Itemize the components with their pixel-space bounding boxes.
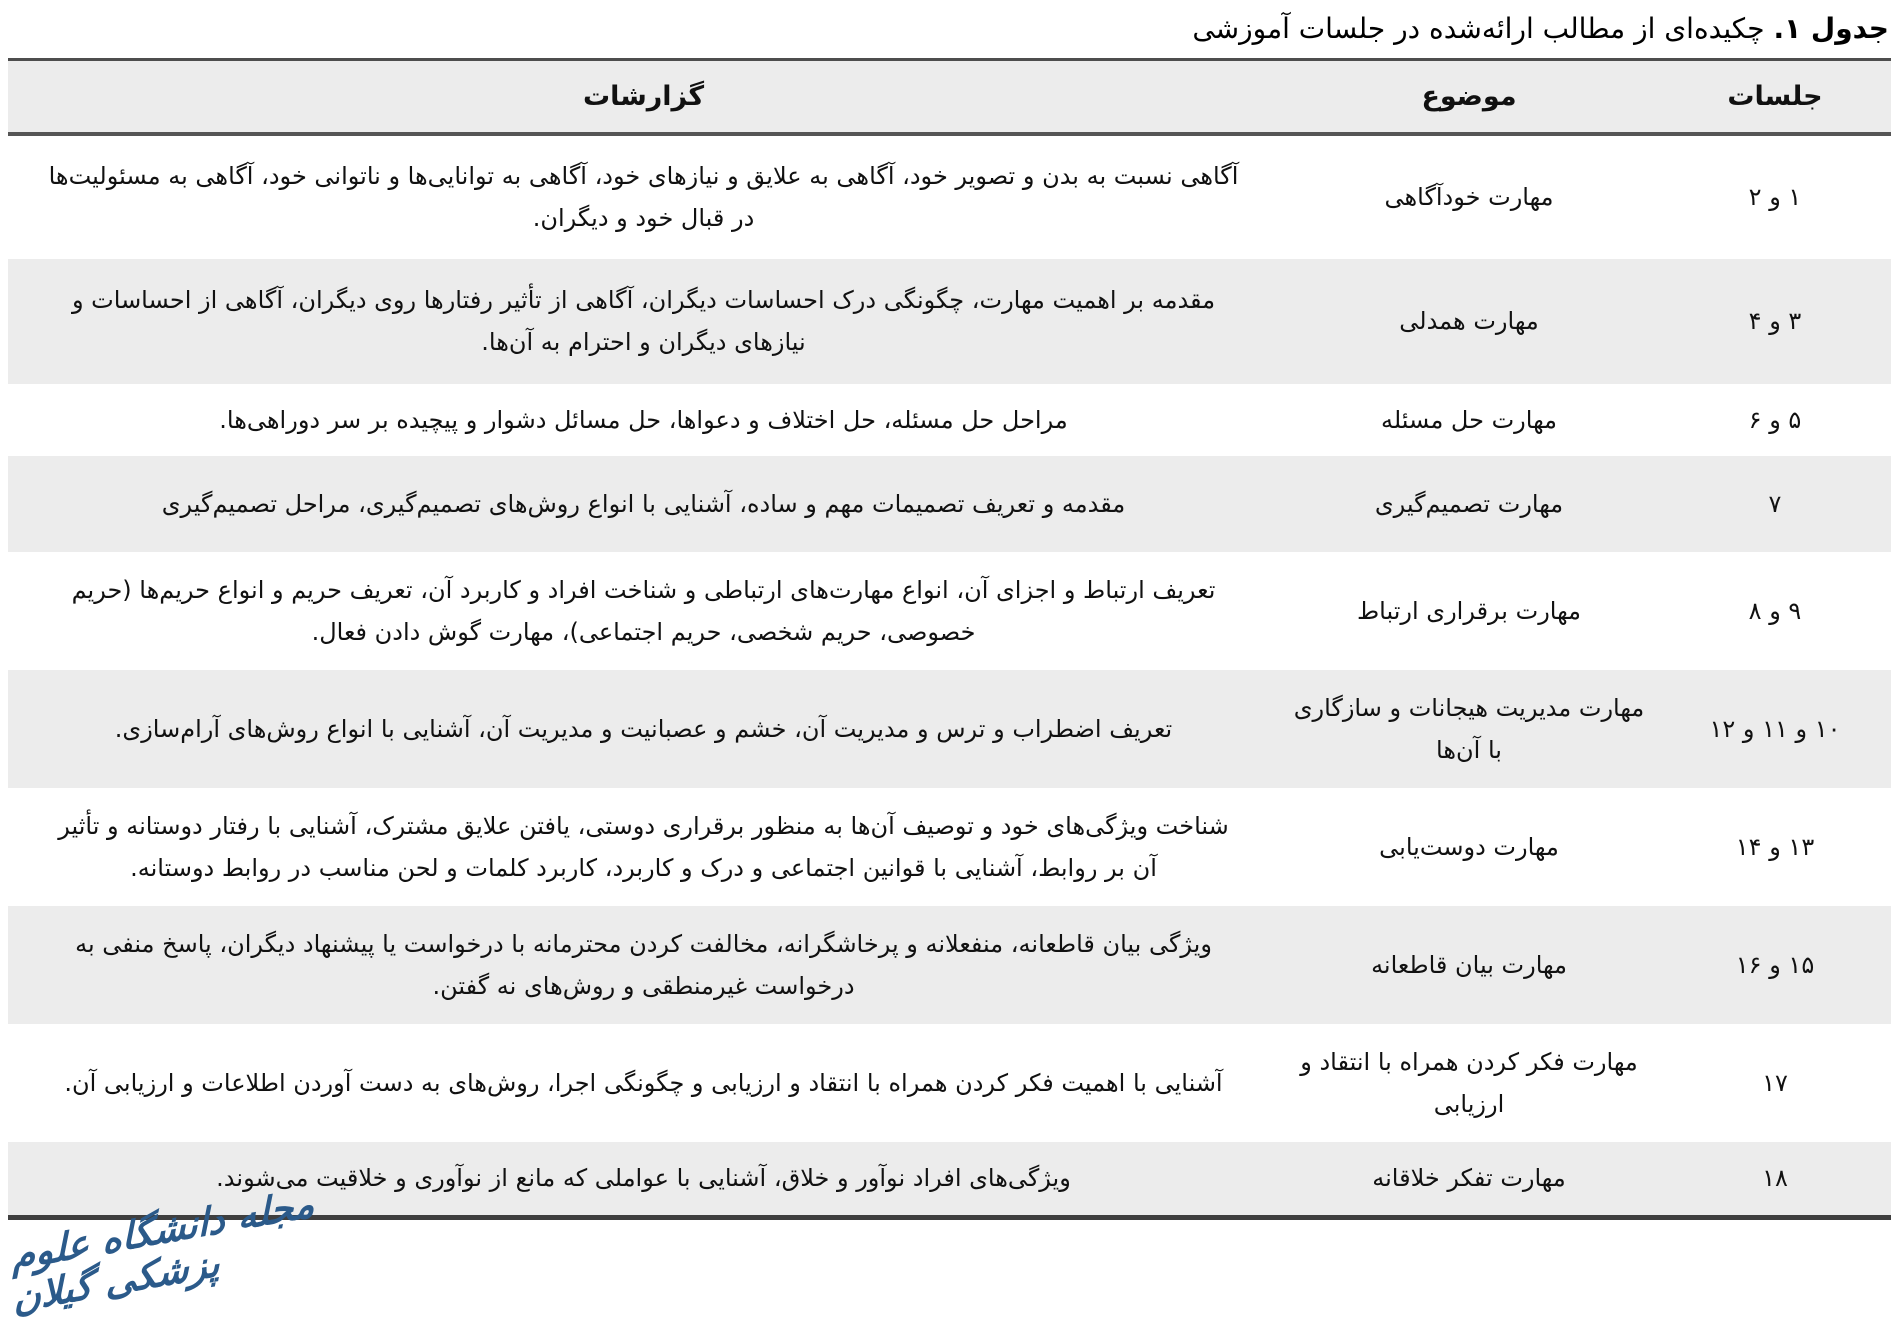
table-row [8,788,1891,906]
journal-logo-signature: مجله دانشگاه علوم پزشکی گیلان [10,1181,316,1322]
report-cell: ویژگی بیان قاطعانه، منفعلانه و پرخاشگرانه، مخالفت کردن محترمانه با درخواست یا پیشنهاد دیگران، پاسخ منفی به درخواست غیرمنطقی و روش‌های نه گفتن. [75,929,1212,1000]
sessions-cell: ۱۸ [1762,1164,1788,1193]
topic-cell: مهارت بیان قاطعانه [1371,950,1567,979]
table-row [8,670,1891,788]
table-row [8,906,1891,1024]
report-cell: تعریف اضطراب و ترس و مدیریت آن، خشم و عصبانیت و مدیریت آن، آشنایی با انواع روش‌های آرام‌سازی. [114,714,1173,743]
sessions-cell: ۵ و ۶ [1748,405,1802,434]
topic-cell: مهارت تصمیم‌گیری [1374,489,1564,518]
topic-cell: مهارت همدلی [1399,307,1539,335]
table-body [8,134,1891,1218]
header-topic: موضوع [1279,60,1659,134]
report-cell: ویژگی‌های افراد نوآور و خلاق، آشنایی با عواملی که مانع از نوآوری و خلاقیت می‌شوند. [216,1164,1071,1193]
table-caption [10,8,1889,50]
table-header [8,60,1891,134]
sessions-cell: ۹ و ۸ [1748,596,1802,625]
table-number: جدول ۱. [1773,12,1889,45]
topic-cell: مهارت تفکر خلاقانه [1372,1164,1566,1193]
sessions-cell: ۳ و ۴ [1748,307,1802,335]
topic-cell: مهارت حل مسئله [1380,405,1557,434]
report-cell: مقدمه بر اهمیت مهارت، چگونگی درک احساسات دیگران، آگاهی از تأثیر رفتارها روی دیگران، آگاهی از احساسات و نیازهای دیگران و احترام به آن‌ها. [71,286,1216,356]
sessions-cell: ۷ [1768,489,1782,518]
report-cell: شناخت ویژگی‌های خود و توصیف آن‌ها به منظور برقراری دوستی، یافتن علایق مشترک، آشنایی با رفتار دوستانه و تأثیر آن بر روابط، آشنایی با قوانین اجتماعی و درک و کاربرد، کاربرد کلمات و لحن مناسب در روابط دوستانه. [58,811,1229,882]
sessions-cell: ۱۷ [1762,1068,1788,1097]
sessions-cell: ۱ و ۲ [1748,183,1802,211]
table-row [8,259,1891,384]
table-row [8,552,1891,670]
sessions-cell: ۱۵ و ۱۶ [1735,950,1815,979]
report-cell: آشنایی با اهمیت فکر کردن همراه با انتقاد و ارزیابی و چگونگی اجرا، روش‌های به دست آوردن اطلاعات و ارزیابی آن. [64,1068,1223,1097]
report-cell: مراحل حل مسئله، حل اختلاف و دعواها، حل مسائل دشوار و پیچیده بر سر دوراهی‌ها. [219,405,1068,434]
table-row [8,1024,1891,1142]
table-caption-text: چکیده‌ای از مطالب ارائه‌شده در جلسات آموزشی [1192,12,1774,45]
table-row [8,134,1891,259]
topic-cell: مهارت خودآگاهی [1384,183,1554,211]
training-sessions-table [8,58,1891,1220]
header-reports: گزارشات [8,60,1279,134]
sessions-cell: ۱۳ و ۱۴ [1735,832,1815,861]
report-cell: مقدمه و تعریف تصمیمات مهم و ساده، آشنایی با انواع روش‌های تصمیم‌گیری، مراحل تصمیم‌گیری [161,489,1126,518]
report-cell: تعریف ارتباط و اجزای آن، انواع مهارت‌های ارتباطی و شناخت افراد و کاربرد آن، تعریف حریم و انواع حریم‌ها (حریم خصوصی، حریم شخصی، حریم اجتماعی)، مهارت گوش دادن فعال. [71,575,1216,646]
sessions-cell: ۱۰ و ۱۱ و ۱۲ [1709,714,1841,743]
topic-cell: مهارت برقراری ارتباط [1356,596,1582,625]
table-row [8,456,1891,552]
table-row [8,384,1891,456]
topic-cell: مهارت مدیریت هیجانات و سازگاری با آن‌ها [1293,693,1645,764]
topic-cell: مهارت فکر کردن همراه با انتقاد و ارزیابی [1300,1047,1638,1118]
header-row [8,60,1891,134]
topic-cell: مهارت دوست‌یابی [1379,832,1559,861]
report-cell: آگاهی نسبت به بدن و تصویر خود، آگاهی به علایق و نیازهای خود، آگاهی به توانایی‌ها و ناتوانی خود، آگاهی به مسئولیت‌ها در قبال خود و دیگران. [48,162,1239,232]
header-sessions: جلسات [1659,60,1891,134]
